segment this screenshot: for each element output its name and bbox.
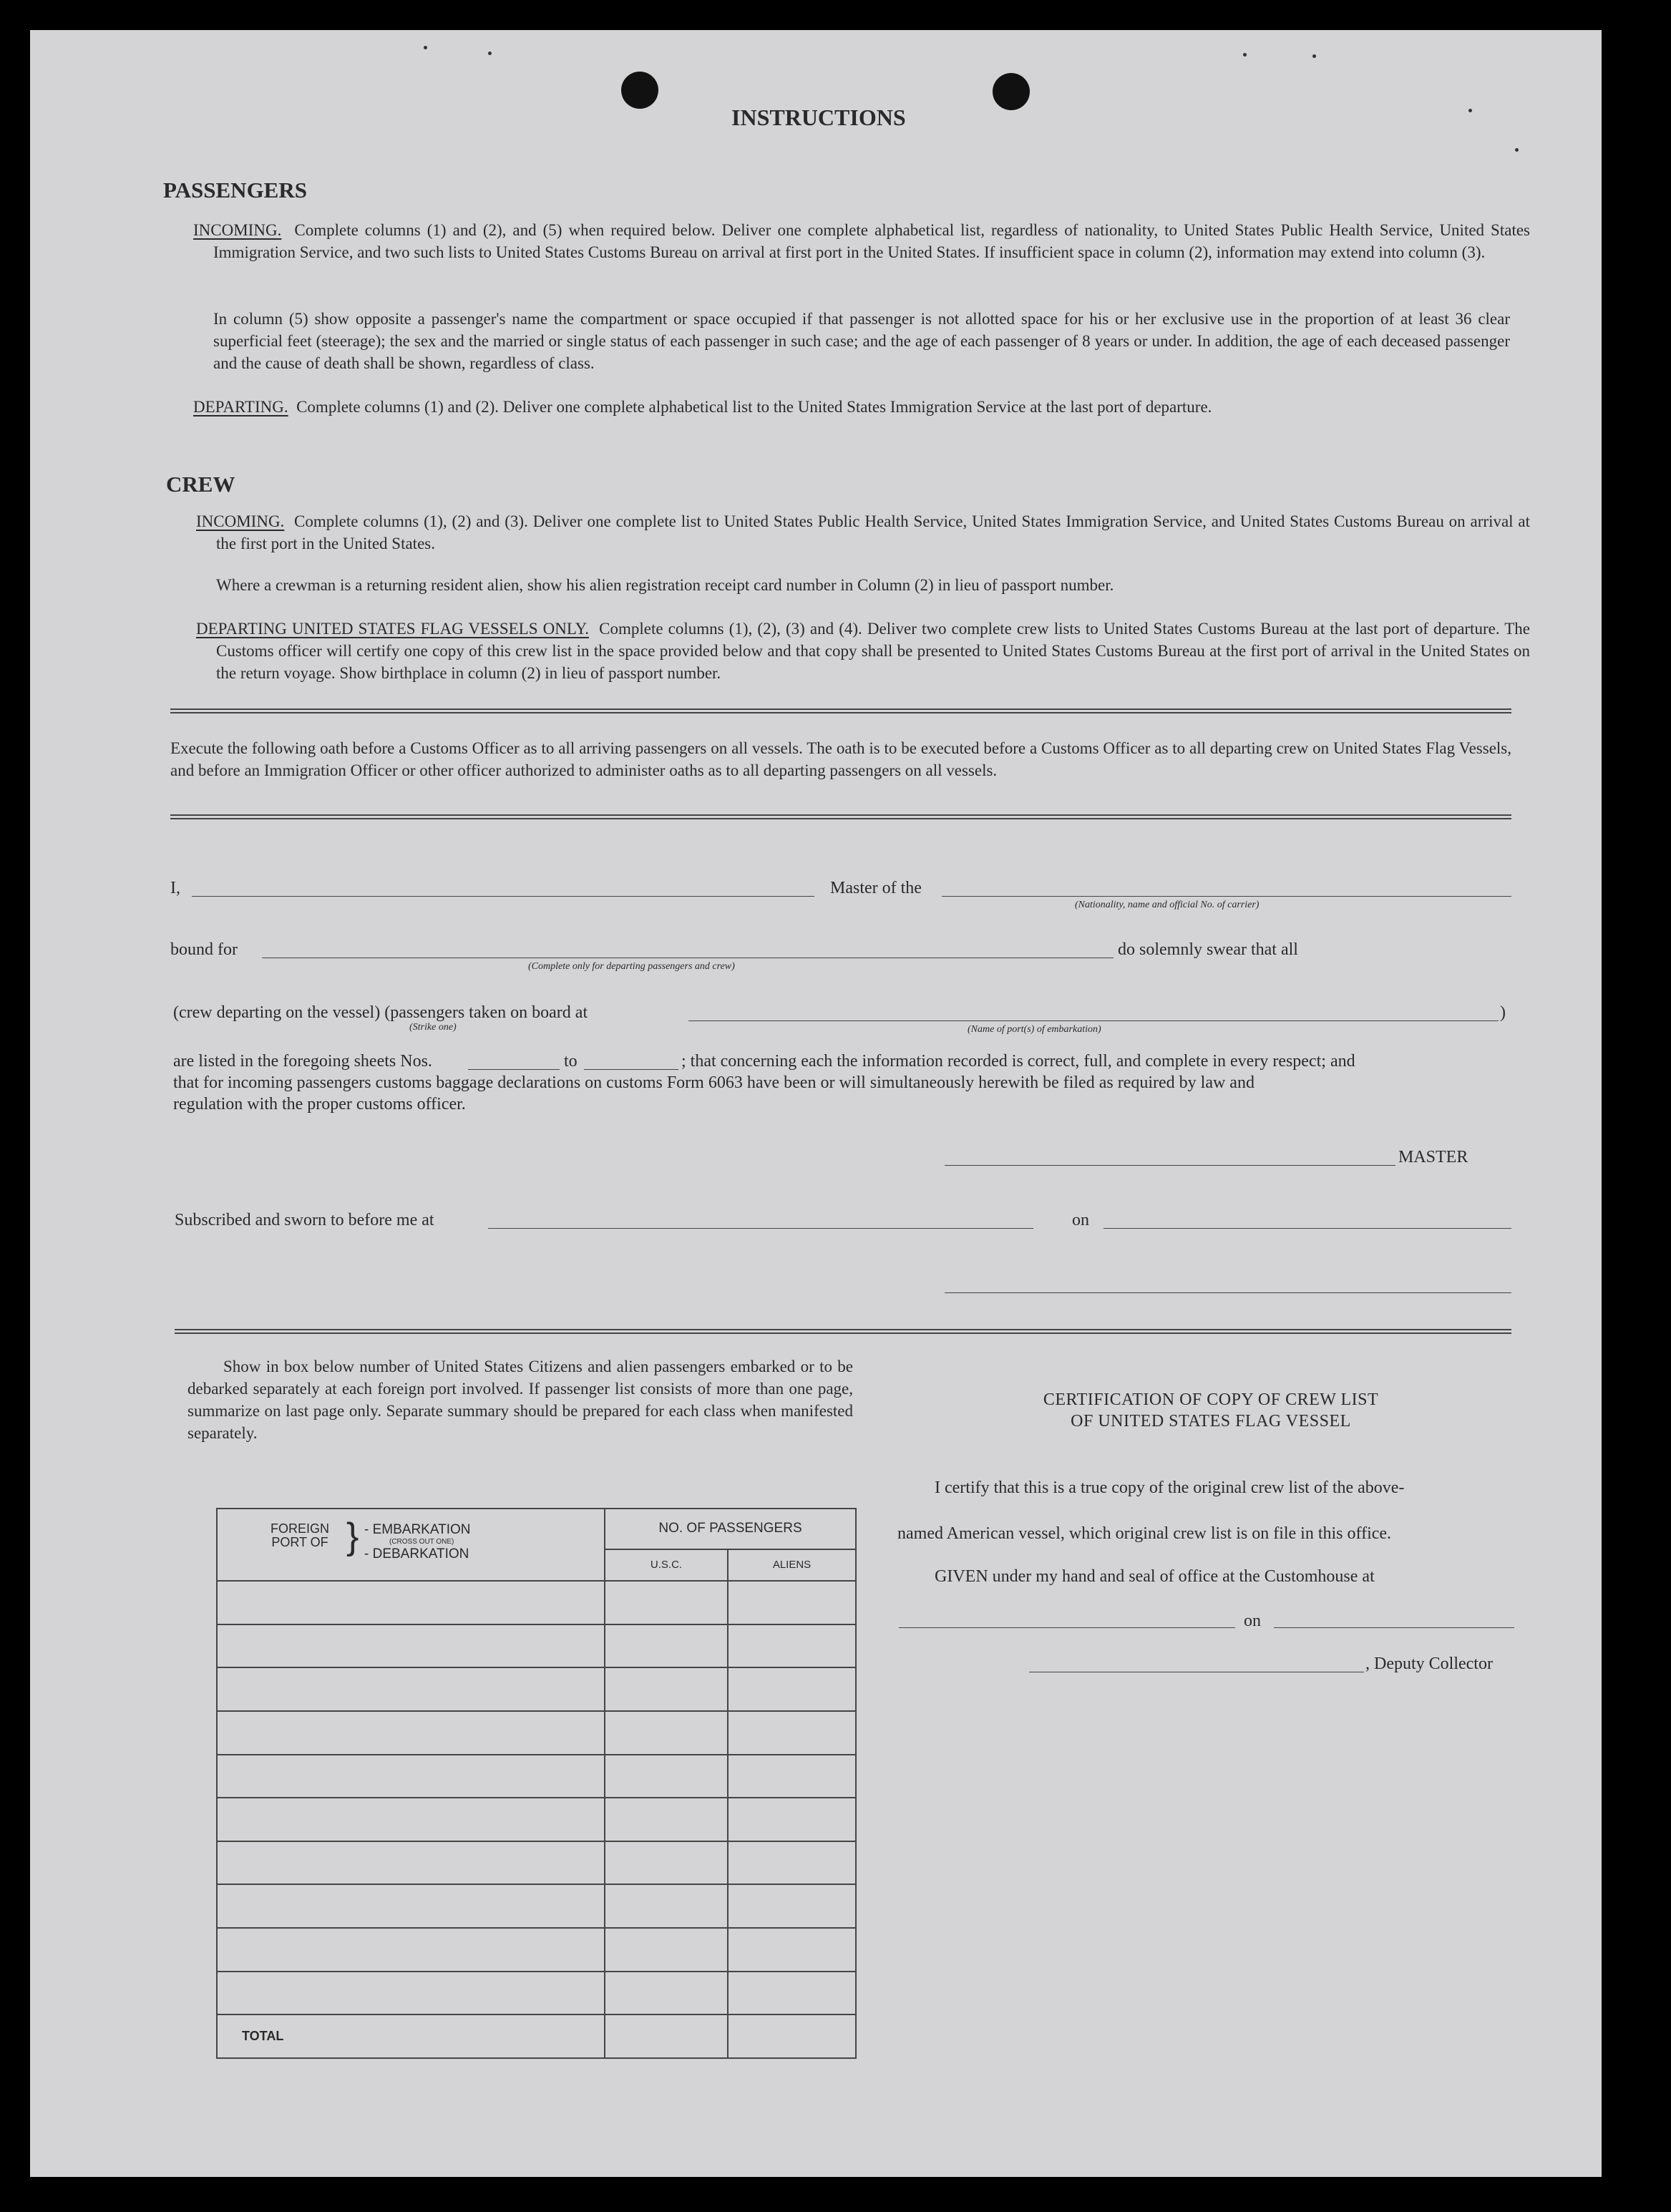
passengers-column5-paragraph: In column (5) show opposite a passenger's name the compartment or space occupied if that passenger is not allotted space for his or her exclusive use in the proportion of at least 36 clear superficial feet (steerage); the sex and the married or single status of each passenger in such case; and the age of each passenger of 8 years or under. In addition, the age of each deceased passenger and the cause of death shall be shown, regardless of class. xyxy=(213,310,1510,372)
aliens-cell[interactable] xyxy=(728,1841,856,1885)
usc-cell[interactable] xyxy=(605,1624,728,1668)
usc-cell[interactable] xyxy=(605,1667,728,1711)
aliens-cell[interactable] xyxy=(728,1581,856,1624)
speck xyxy=(488,52,492,55)
summary-note: Show in box below number of United States Citizens and alien passengers embarked or to be debarked separately at each foreign port involved. If passenger list consists of more than one page, summarize on last page only. Separate summary should be prepared for each class when manifested separately. xyxy=(187,1358,853,1442)
debarkation-label: - DEBARKATION xyxy=(364,1546,469,1561)
table-row xyxy=(217,1972,856,2015)
sheet-from-field[interactable] xyxy=(468,1069,560,1070)
crew-departing-paragraph xyxy=(196,618,1530,684)
foreign-port-label: FOREIGN PORT OF xyxy=(270,1521,329,1549)
certification-heading-line1: CERTIFICATION OF COPY OF CREW LIST xyxy=(1043,1390,1379,1409)
port-cell[interactable] xyxy=(217,1581,605,1624)
embarkation-label: - EMBARKATION xyxy=(364,1522,471,1537)
usc-cell[interactable] xyxy=(605,1798,728,1841)
bound-for-label: bound for xyxy=(170,940,238,959)
sheets-rest: ; that concerning each the information recorded is correct, full, and complete in every respect; and xyxy=(681,1052,1355,1071)
usc-header: U.S.C. xyxy=(605,1549,728,1581)
officer-signature-field[interactable] xyxy=(945,1292,1511,1293)
port-cell[interactable] xyxy=(217,1928,605,1972)
usc-cell[interactable] xyxy=(605,1928,728,1972)
aliens-total-cell[interactable] xyxy=(728,2014,856,2058)
aliens-header: ALIENS xyxy=(728,1549,856,1581)
usc-cell[interactable] xyxy=(605,1884,728,1928)
port-cell[interactable] xyxy=(217,1667,605,1711)
double-rule xyxy=(170,814,1511,819)
table-row xyxy=(217,1667,856,1711)
speck xyxy=(1312,54,1316,58)
carrier-field[interactable] xyxy=(942,896,1511,897)
master-signature-field[interactable] xyxy=(945,1165,1395,1166)
no-passengers-header: NO. OF PASSENGERS xyxy=(605,1509,856,1549)
usc-cell[interactable] xyxy=(605,1581,728,1624)
aliens-cell[interactable] xyxy=(728,1928,856,1972)
sheet-to-field[interactable] xyxy=(584,1069,678,1070)
passenger-summary-table xyxy=(216,1508,857,2059)
departing-caption: (Complete only for departing passengers and crew) xyxy=(528,961,735,972)
double-rule xyxy=(175,1329,1511,1334)
sworn-date-field[interactable] xyxy=(1104,1228,1511,1229)
aliens-cell[interactable] xyxy=(728,1755,856,1798)
usc-cell[interactable] xyxy=(605,1755,728,1798)
usc-cell[interactable] xyxy=(605,1841,728,1885)
passengers-departing-text: Complete columns (1) and (2). Deliver one complete alphabetical list to the United States Immigration Service at the last port of departure. xyxy=(296,398,1212,416)
strike-one-caption: (Strike one) xyxy=(409,1022,457,1033)
speck xyxy=(424,46,427,49)
certification-line2: named American vessel, which original crew list is on file in this office. xyxy=(897,1524,1392,1543)
total-row xyxy=(217,2014,856,2058)
crew-incoming-label: INCOMING. xyxy=(196,512,285,530)
table-row xyxy=(217,1711,856,1755)
crew-resident-paragraph: Where a crewman is a returning resident alien, show his alien registration receipt card number in Column (2) in lieu of passport number. xyxy=(216,576,1114,594)
port-cell[interactable] xyxy=(217,1841,605,1885)
oath-line2: that for incoming passengers customs baggage declarations on customs Form 6063 have been or will simultaneously herewith be filed as required by law and xyxy=(173,1073,1255,1092)
deputy-collector-label: , Deputy Collector xyxy=(1365,1655,1493,1673)
certification-line3: GIVEN under my hand and seal of office at the Customhouse at xyxy=(935,1567,1375,1586)
oath-i-label: I, xyxy=(170,879,180,897)
port-cell[interactable] xyxy=(217,1624,605,1668)
table-row xyxy=(217,1884,856,1928)
oath-intro: Execute the following oath before a Customs Officer as to all arriving passengers on all vessels. The oath is to be executed before a Customs Officer as to all departing crew on United States Flag Vessels, and before an Immigration Officer or other officer authorized to administer oaths as to all departing passengers on all vessels. xyxy=(170,739,1511,779)
aliens-cell[interactable] xyxy=(728,1884,856,1928)
close-paren: ) xyxy=(1500,1003,1506,1022)
table-row xyxy=(217,1798,856,1841)
port-cell[interactable] xyxy=(217,1711,605,1755)
port-cell[interactable] xyxy=(217,1798,605,1841)
speck xyxy=(1243,53,1247,57)
speck xyxy=(1468,109,1472,112)
table-row xyxy=(217,1581,856,1624)
usc-cell[interactable] xyxy=(605,1711,728,1755)
master-label: MASTER xyxy=(1398,1148,1468,1166)
crew-incoming-text: Complete columns (1), (2) and (3). Deliver one complete list to United States Public Health Service, United States Immigration Service, and United States Customs Bureau on arrival at the first port in the United States. xyxy=(216,512,1531,552)
passengers-incoming-label: INCOMING. xyxy=(193,221,282,239)
aliens-cell[interactable] xyxy=(728,1667,856,1711)
table-row xyxy=(217,1624,856,1668)
table-row xyxy=(217,1755,856,1798)
swear-label: do solemnly swear that all xyxy=(1118,940,1298,959)
passengers-departing-label: DEPARTING. xyxy=(193,398,288,416)
sheets-prefix: are listed in the foregoing sheets Nos. xyxy=(173,1052,432,1071)
certification-on-label: on xyxy=(1244,1612,1261,1630)
cross-out-label: (CROSS OUT ONE) xyxy=(389,1538,454,1546)
on-label: on xyxy=(1072,1211,1089,1229)
sheets-to: to xyxy=(564,1052,578,1071)
nationality-caption: (Nationality, name and official No. of carrier) xyxy=(1075,900,1260,910)
table-row xyxy=(217,1928,856,1972)
crew-departing-label: DEPARTING UNITED STATES FLAG VESSELS ONLY. xyxy=(196,620,589,638)
usc-cell[interactable] xyxy=(605,1972,728,2015)
page-title: INSTRUCTIONS xyxy=(731,104,906,130)
certification-line1: I certify that this is a true copy of the original crew list of the above- xyxy=(935,1478,1405,1497)
master-of-label: Master of the xyxy=(830,879,922,897)
passengers-departing-paragraph xyxy=(193,396,1530,418)
foreign-port-header xyxy=(217,1509,605,1581)
aliens-cell[interactable] xyxy=(728,1798,856,1841)
certification-heading-line2: OF UNITED STATES FLAG VESSEL xyxy=(1071,1412,1351,1431)
aliens-cell[interactable] xyxy=(728,1972,856,2015)
crew-heading: CREW xyxy=(166,472,235,497)
crew-passengers-label: (crew departing on the vessel) (passengers taken on board at xyxy=(173,1003,588,1022)
master-name-field[interactable] xyxy=(192,896,814,897)
crew-incoming-paragraph xyxy=(196,510,1530,555)
usc-total-cell[interactable] xyxy=(605,2014,728,2058)
ports-field[interactable] xyxy=(688,1020,1499,1021)
subscribed-label: Subscribed and sworn to before me at xyxy=(175,1211,434,1229)
oath-line3: regulation with the proper customs officer. xyxy=(173,1095,466,1114)
total-label: TOTAL xyxy=(217,2014,605,2058)
table-row xyxy=(217,1841,856,1885)
passengers-incoming-paragraph xyxy=(193,219,1530,263)
form-page xyxy=(30,30,1602,2177)
sworn-place-field[interactable] xyxy=(488,1228,1033,1229)
ports-caption: (Name of port(s) of embarkation) xyxy=(968,1024,1101,1035)
punch-hole-right xyxy=(993,73,1030,110)
port-cell[interactable] xyxy=(217,1755,605,1798)
aliens-cell[interactable] xyxy=(728,1711,856,1755)
punch-hole-left xyxy=(621,72,658,109)
passengers-heading: PASSENGERS xyxy=(163,177,307,203)
speck xyxy=(1515,148,1519,152)
port-cell[interactable] xyxy=(217,1972,605,2015)
port-cell[interactable] xyxy=(217,1884,605,1928)
double-rule xyxy=(170,708,1511,713)
brace-icon: } xyxy=(346,1516,359,1557)
aliens-cell[interactable] xyxy=(728,1624,856,1668)
passengers-incoming-text: Complete columns (1) and (2), and (5) when required below. Deliver one complete alphabetical list, regardless of nationality, to United States Public Health Service, United States Immigration Service, and two such lists to United States Customs Bureau on arrival at first port in the United States. If insufficient space in column (2), information may extend into column (3). xyxy=(213,221,1530,261)
crew-departing-text: Complete columns (1), (2), (3) and (4). Deliver two complete crew lists to United States Customs Bureau at the last port of departure. The Customs officer will certify one copy of this crew list in the space provided below and that copy shall be presented to United States Customs Bureau at the first port of arrival in the United States on the return voyage. Show birthplace in column (2) in lieu of passport number. xyxy=(216,620,1530,682)
customhouse-field[interactable] xyxy=(899,1627,1235,1628)
certification-date-field[interactable] xyxy=(1274,1627,1514,1628)
